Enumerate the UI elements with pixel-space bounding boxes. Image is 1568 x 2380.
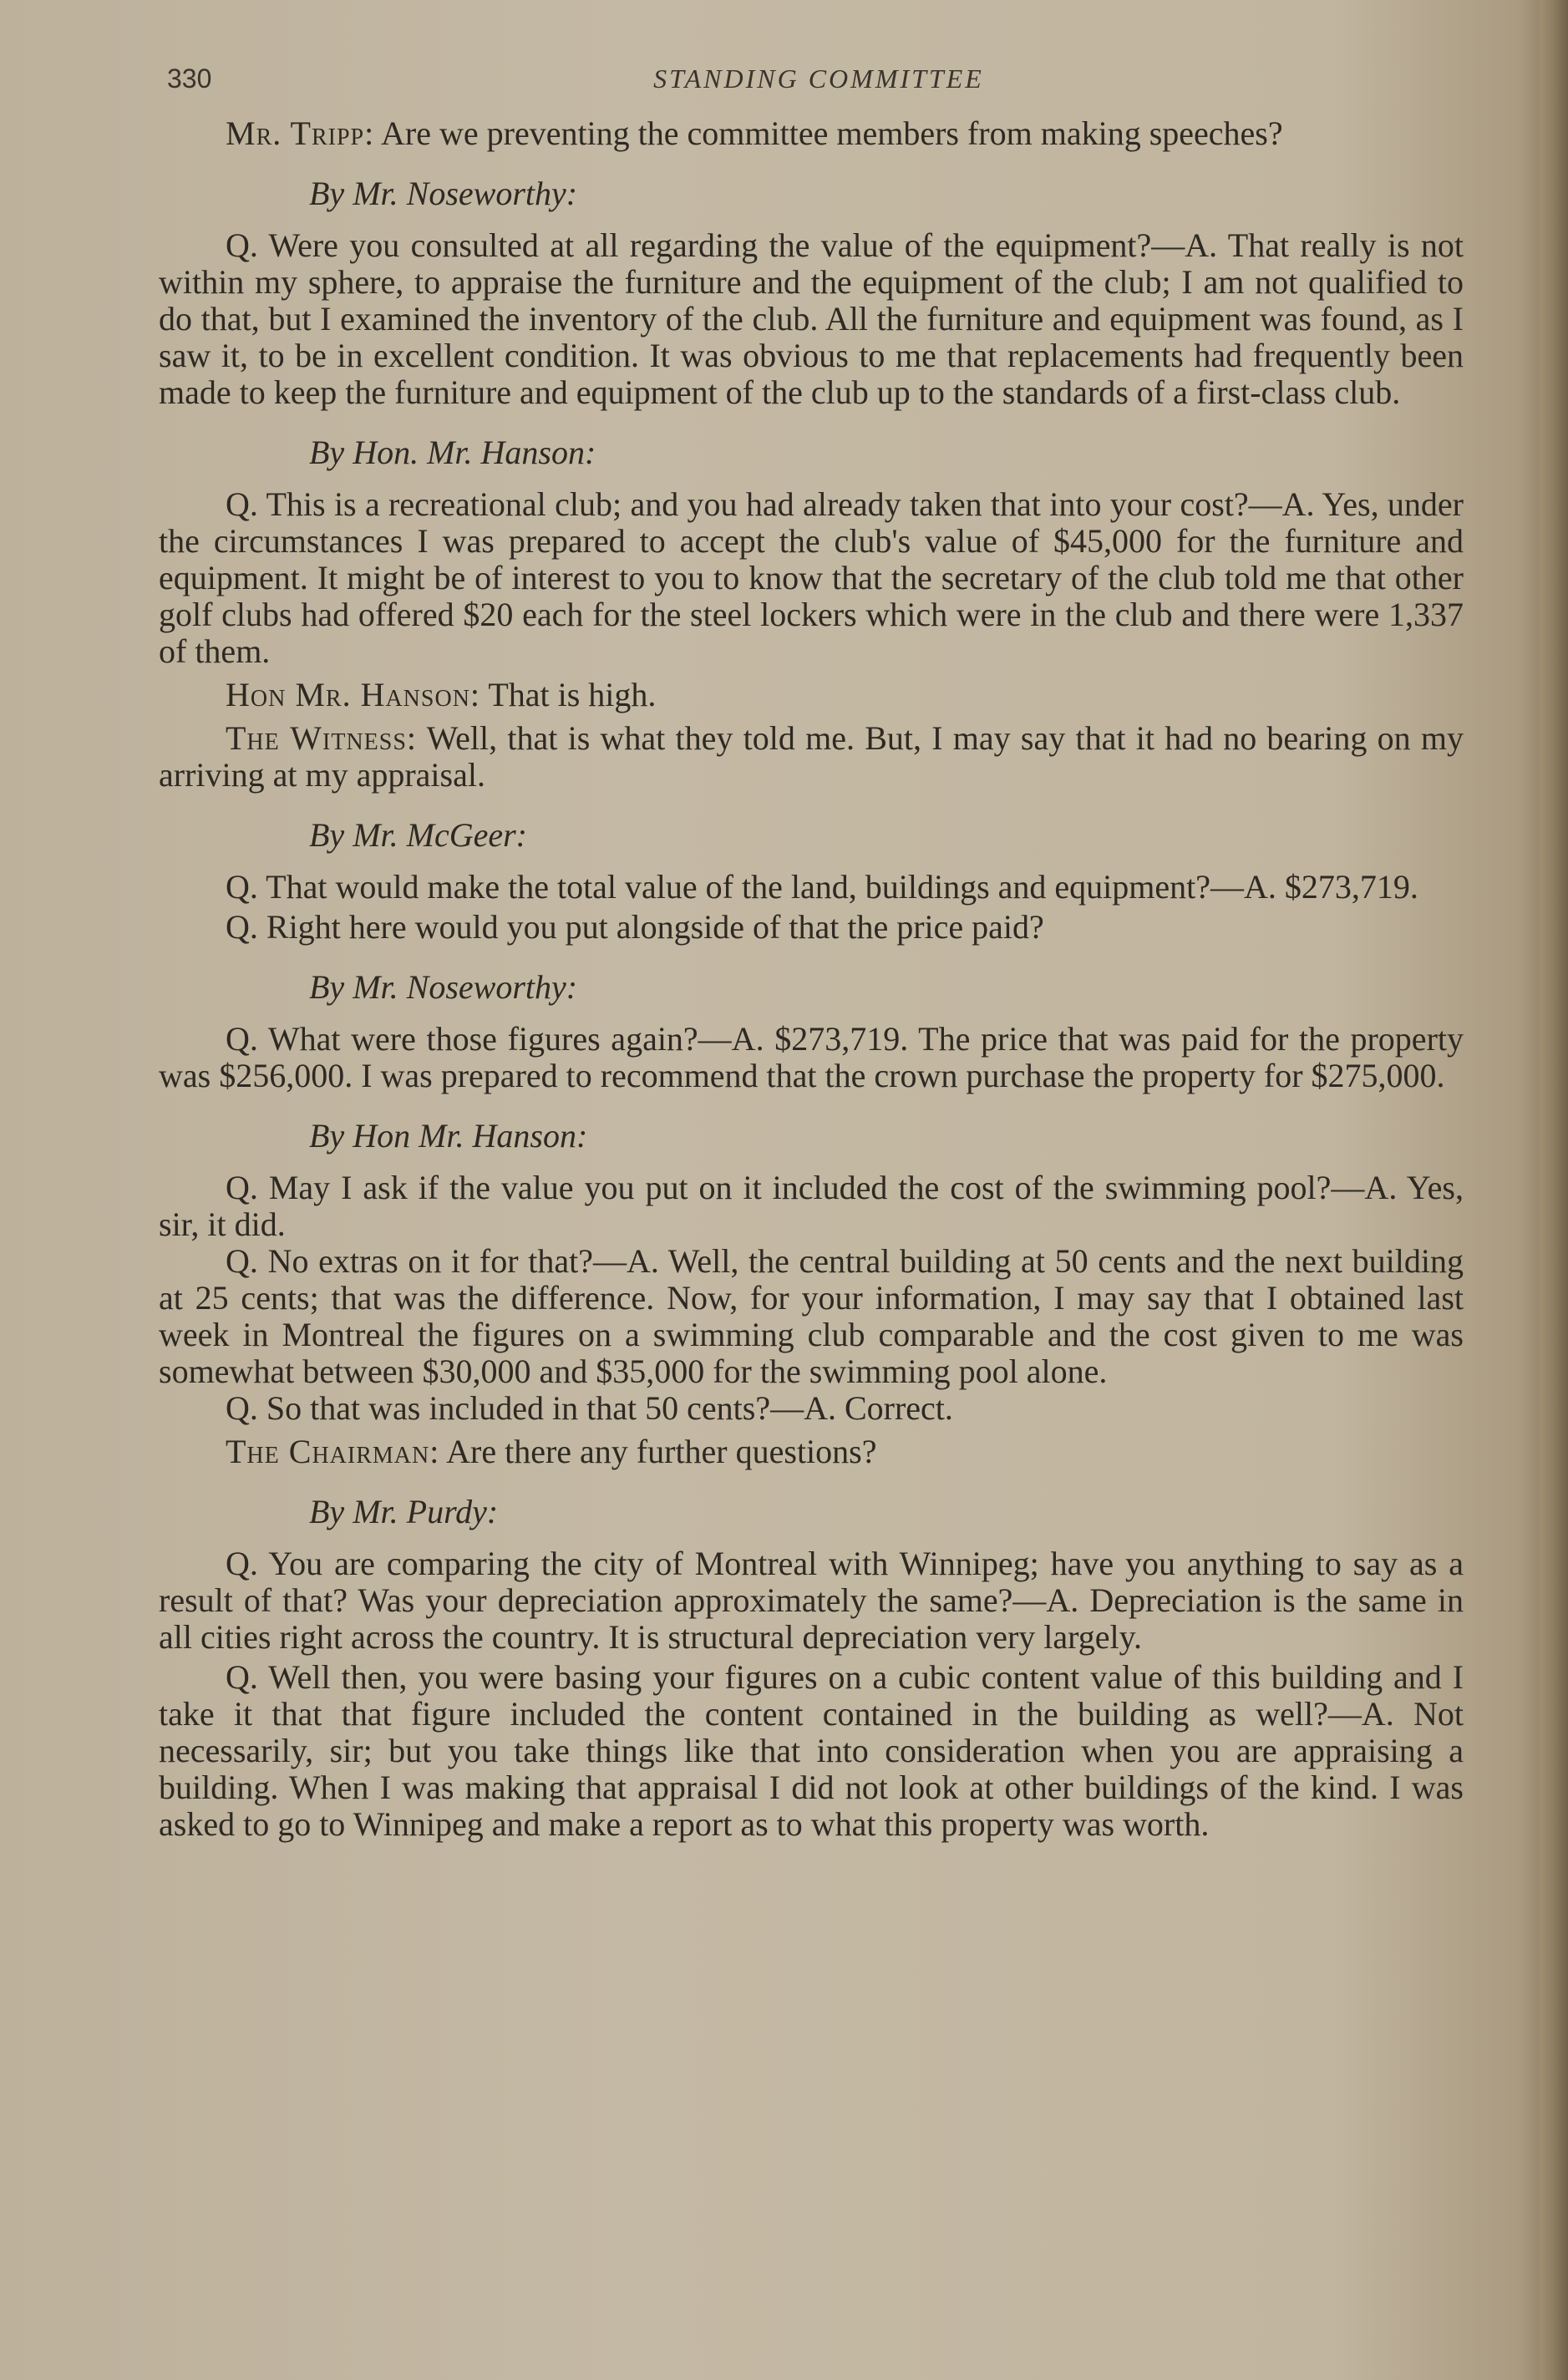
speaker-name: Mr. Tripp: [226, 114, 375, 152]
running-head: STANDING COMMITTEE [653, 63, 984, 94]
speech-paragraph [159, 115, 1464, 152]
speech-paragraph [159, 677, 1464, 713]
qa-paragraph: Q. That would make the total value of the land, buildings and equipment?—A. $273,719. [226, 868, 1418, 906]
qa-paragraph: Q. May I ask if the value you put on it included the cost of the swimming pool?—A. Yes, sir, it did. [159, 1169, 1464, 1243]
qa-paragraph: Q. You are comparing the city of Montreal with Winnipeg; have you anything to say as a result of that? Was your depreciation approximately the same?—A. Depreciation is the same in all cities right across the country. It is structural depreciation very largely. [159, 1545, 1464, 1656]
qa-paragraph: Q. Well then, you were basing your figures on a cubic content value of this building and I take it that that figure included the content contained in the building as well?—A. Not necessarily, sir; but you take things like that into consideration when you are appraising a building. When I was making that appraisal I did not look at other buildings of the kind. I was asked to go to Winnipeg and make a report as to what this property was worth. [159, 1658, 1464, 1843]
transcript-body [159, 115, 1464, 1843]
examiner-heading: By Hon. Mr. Hanson: [309, 434, 596, 471]
qa-paragraph: Q. So that was included in that 50 cents?—A. Correct. [226, 1389, 953, 1427]
qa-paragraph: Q. This is a recreational club; and you had already taken that into your cost?—A. Yes, under the circumstances I was prepared to accept the club's value of $45,000 for the furniture and equipment. It might be of interest to you to know that the secretary of the club told me that other golf clubs had offered $20 each for the steel lockers which were in the club and there were 1,337 of them. [159, 485, 1464, 670]
examiner-heading: By Mr. Noseworthy: [309, 175, 578, 212]
speech-text: Well, that is what they told me. But, I may say that it had no bearing on my arriving at my appraisal. [159, 719, 1464, 794]
speech-text: Are we preventing the committee members from making speeches? [381, 114, 1283, 152]
speech-text: Are there any further questions? [446, 1433, 877, 1470]
speech-paragraph [159, 1434, 1464, 1470]
page-edge-shadow [1540, 0, 1568, 2380]
examiner-heading: By Mr. Noseworthy: [309, 968, 578, 1006]
speaker-name: The Witness: [226, 719, 418, 757]
qa-paragraph: Q. No extras on it for that?—A. Well, the central building at 50 cents and the next building at 25 cents; that was the difference. Now, for your information, I may say that I obtained last week in Montreal the figures on a swimming club comparable and the cost given to me was somewhat between $30,000 and $35,000 for the swimming pool alone. [159, 1242, 1464, 1390]
qa-paragraph: Q. Right here would you put alongside of that the price paid? [226, 908, 1044, 946]
speaker-name: Hon Mr. Hanson: [226, 676, 481, 713]
page-number: 330 [167, 63, 212, 94]
examiner-heading: By Mr. McGeer: [309, 816, 527, 854]
speech-paragraph [159, 720, 1464, 794]
speech-text: That is high. [488, 676, 657, 713]
qa-paragraph: Q. What were those figures again?—A. $273,719. The price that was paid for the property was $256,000. I was prepared to recommend that the crown purchase the property for $275,000. [159, 1020, 1464, 1094]
qa-paragraph: Q. Were you consulted at all regarding the value of the equipment?—A. That really is not within my sphere, to appraise the furniture and the equipment of the club; I am not qualified to do that, but I examined the inventory of the club. All the furniture and equipment was found, as I saw it, to be in excellent condition. It was obvious to me that replacements had frequently been made to keep the furniture and equipment of the club up to the standards of a first-class club. [159, 226, 1464, 411]
page-header [167, 58, 1470, 100]
examiner-heading: By Mr. Purdy: [309, 1493, 499, 1530]
speaker-name: The Chairman: [226, 1433, 440, 1470]
examiner-heading: By Hon Mr. Hanson: [309, 1117, 588, 1154]
